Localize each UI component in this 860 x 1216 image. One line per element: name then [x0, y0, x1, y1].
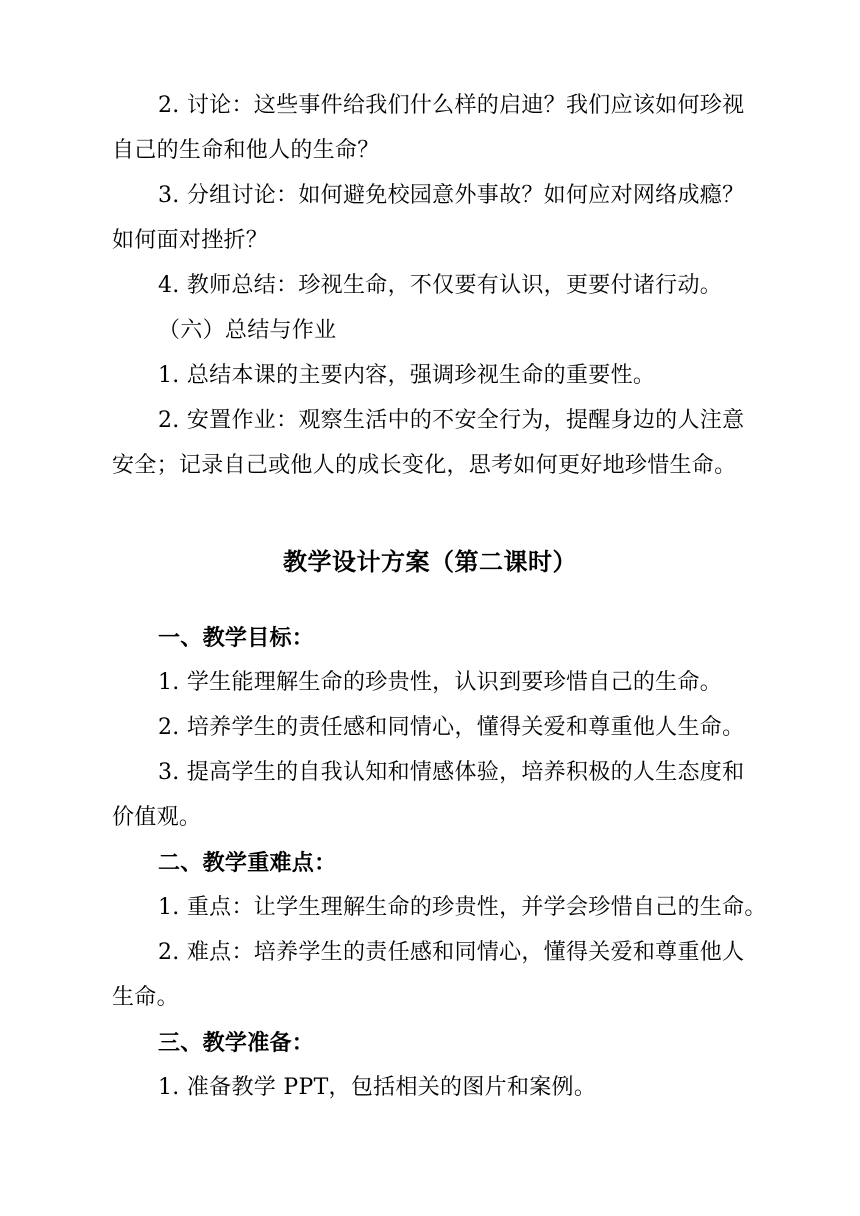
paragraph-line: 安全；记录自己或他人的成长变化，思考如何更好地珍惜生命。	[112, 453, 737, 478]
paragraph-line: 如何面对挫折？	[112, 228, 269, 253]
paragraph-line: 自己的生命和他人的生命？	[112, 138, 380, 163]
section-heading: （六）总结与作业	[158, 318, 337, 343]
paragraph-line: 1. 准备教学 PPT，包括相关的图片和案例。	[158, 1075, 597, 1100]
paragraph-line: 2. 培养学生的责任感和同情心，懂得关爱和尊重他人生命。	[158, 715, 745, 740]
paragraph-line: 1. 学生能理解生命的珍贵性，认识到要珍惜自己的生命。	[158, 670, 723, 695]
paragraph-line: 生命。	[112, 985, 179, 1010]
paragraph-line: 价值观。	[112, 805, 202, 830]
section-heading: 三、教学准备：	[158, 1030, 315, 1056]
page-title: 教学设计方案（第二课时）	[283, 547, 577, 576]
section-heading: 二、教学重难点：	[158, 850, 337, 876]
paragraph-line: 1. 重点：让学生理解生命的珍贵性，并学会珍惜自己的生命。	[158, 895, 767, 920]
paragraph-line: 2. 安置作业：观察生活中的不安全行为，提醒身边的人注意	[158, 408, 745, 433]
paragraph-line: 2. 难点：培养学生的责任感和同情心，懂得关爱和尊重他人	[158, 940, 745, 965]
paragraph-line: 4. 教师总结：珍视生命，不仅要有认识，更要付诸行动。	[158, 273, 723, 298]
paragraph-line: 3. 提高学生的自我认知和情感体验，培养积极的人生态度和	[158, 760, 745, 785]
paragraph-line: 1. 总结本课的主要内容，强调珍视生命的重要性。	[158, 363, 656, 388]
section-heading: 一、教学目标：	[158, 625, 315, 651]
paragraph-line: 2. 讨论：这些事件给我们什么样的启迪？我们应该如何珍视	[158, 93, 745, 118]
paragraph-line: 3. 分组讨论：如何避免校园意外事故？如何应对网络成瘾？	[158, 183, 745, 208]
